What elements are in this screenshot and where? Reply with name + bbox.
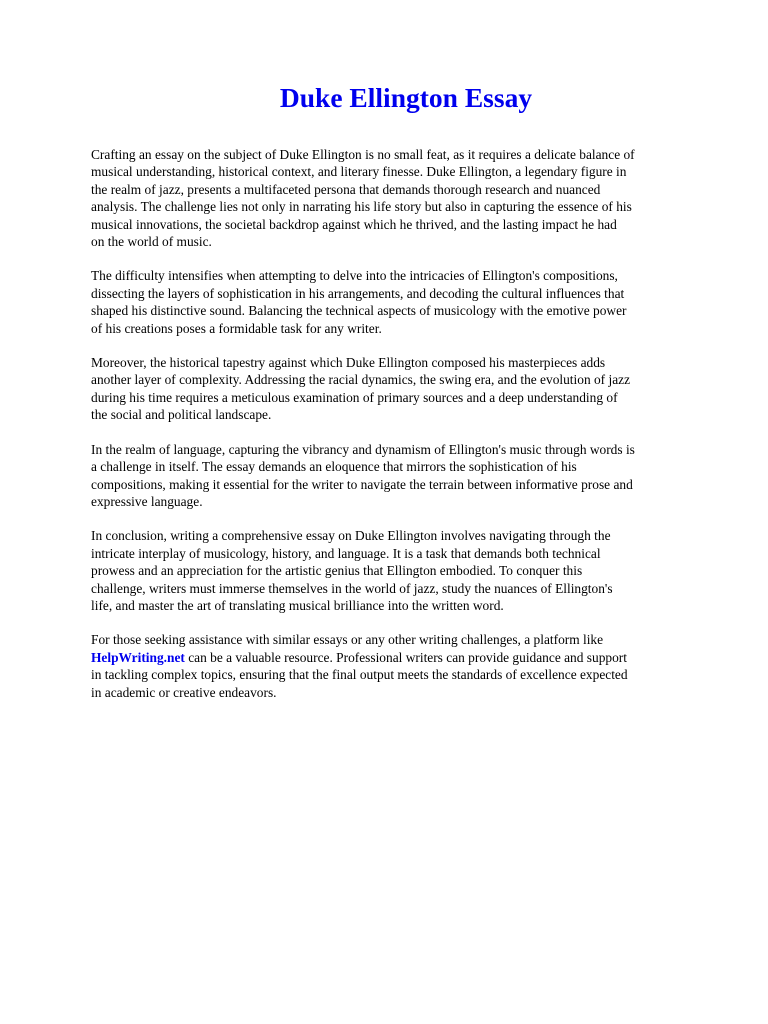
paragraph-2 <box>91 267 731 337</box>
document-title: Duke Ellington Essay <box>279 82 533 113</box>
paragraph-line: expressive language. <box>91 493 203 509</box>
paragraph-line-with-link <box>91 649 731 666</box>
closing-paragraph <box>91 631 731 701</box>
paragraph-line: musical understanding, historical context, and literary finesse. Duke Ellington, a legendary figure in <box>91 164 627 180</box>
paragraph-line: shaped his distinctive sound. Balancing the technical aspects of musicology with the emotive power <box>91 303 627 319</box>
paragraph-line: In conclusion, writing a comprehensive essay on Duke Ellington involves navigating through the <box>91 528 611 544</box>
paragraph-line: another layer of complexity. Addressing the racial dynamics, the swing era, and the evolution of jazz <box>91 372 631 388</box>
paragraph-4 <box>91 441 731 511</box>
paragraph-line: of his creations poses a formidable task for any writer. <box>91 320 382 336</box>
paragraph-line: Moreover, the historical tapestry against which Duke Ellington composed his masterpieces adds <box>91 355 606 371</box>
paragraph-line: In the realm of language, capturing the vibrancy and dynamism of Ellington's music through words is <box>91 441 635 457</box>
paragraph-line: during his time requires a meticulous examination of primary sources and a deep understanding of <box>91 389 618 405</box>
paragraph-line: For those seeking assistance with similar essays or any other writing challenges, a platform like <box>91 632 604 648</box>
paragraph-line: a challenge in itself. The essay demands an eloquence that mirrors the sophistication of his <box>91 459 577 475</box>
paragraph-line: compositions, making it essential for the writer to navigate the terrain between informative prose and <box>91 476 633 492</box>
paragraph-line: in tackling complex topics, ensuring that the final output meets the standards of excellence expected <box>91 667 628 683</box>
paragraph-line: the social and political landscape. <box>91 407 272 423</box>
paragraph-line: intricate interplay of musicology, history, and language. It is a task that demands both technical <box>91 545 601 561</box>
paragraph-line: Crafting an essay on the subject of Duke Ellington is no small feat, as it requires a delicate balance of <box>91 147 635 162</box>
paragraph-3 <box>91 354 731 424</box>
paragraph-line: dissecting the layers of sophistication in his arrangements, and decoding the cultural influences that <box>91 285 625 301</box>
paragraph-line: analysis. The challenge lies not only in narrating his life story but also in capturing the essence of his <box>91 199 632 215</box>
paragraph-line: the realm of jazz, presents a multifaceted persona that demands thorough research and nuanced <box>91 181 601 197</box>
paragraph-line: on the world of music. <box>91 234 212 250</box>
paragraph-5 <box>91 527 731 614</box>
paragraph-line: challenge, writers must immerse themselves in the world of jazz, study the nuances of Ellington's <box>91 580 613 596</box>
paragraph-line: musical innovations, the societal backdrop against which he thrived, and the lasting impact he had <box>91 216 617 232</box>
paragraph-line: The difficulty intensifies when attempting to delve into the intricacies of Ellington's compositions, <box>91 268 618 284</box>
paragraph-line: life, and master the art of translating musical brilliance into the written word. <box>91 597 504 613</box>
paragraph-1 <box>91 146 731 250</box>
paragraph-line: in academic or creative endeavors. <box>91 684 277 700</box>
paragraph-line-rest: can be a valuable resource. Professional writers can provide guidance and support <box>184 649 627 665</box>
paragraph-line: prowess and an appreciation for the artistic genius that Ellington embodied. To conquer this <box>91 563 583 579</box>
document-body <box>91 146 731 718</box>
helpwriting-link[interactable]: HelpWriting.net <box>91 649 185 665</box>
